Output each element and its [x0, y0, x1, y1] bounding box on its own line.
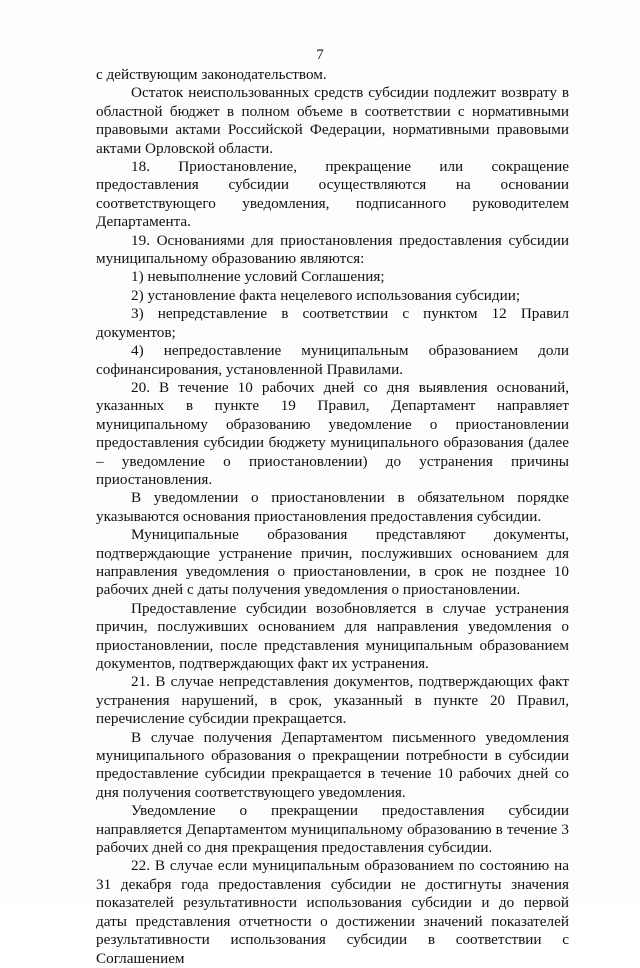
paragraph: В уведомлении о приостановлении в обязательном порядке указываются основания приостановления предоставления субсидии.: [96, 489, 569, 525]
paragraph: Муниципальные образования представляют документы, подтверждающие устранение причин, послуживших основанием для направления уведомления о приостановлении, в срок не позднее 10 рабочих дней с даты получения уведомления о приостановлении.: [96, 526, 569, 599]
list-item: 4) непредоставление муниципальным образованием доли софинансирования, установленной Правилами.: [96, 342, 569, 378]
paragraph: В случае получения Департаментом письменного уведомления муниципального образования о прекращении потребности в субсидии предоставление субсидии прекращается в течение 10 рабочих дней со дня получения соответствующего уведомления.: [96, 728, 569, 801]
list-item: 2) установление факта нецелевого использования субсидии;: [131, 286, 521, 304]
paragraph: 22. В случае если муниципальным образованием по состоянию на 31 декабря года предоставления субсидии не достигнуты значения показателей результативности использования субсидии и до первой даты представления отчетности о достижении значений показателей результативности использования субсидии в соответствии с Соглашением: [96, 857, 569, 967]
paragraph: 18. Приостановление, прекращение или сокращение предоставления субсидии осуществляются на основании соответствующего уведомления, подписанного руководителем Департамента.: [96, 158, 569, 231]
paragraph: 21. В случае непредставления документов, подтверждающих факт устранения нарушений, в срок, указанный в пункте 20 Правил, перечисление субсидии прекращается.: [96, 673, 569, 728]
paragraph: 19. Основаниями для приостановления предоставления субсидии муниципальному образованию являются:: [96, 231, 569, 268]
list-item: 3) непредставление в соответствии с пунктом 12 Правил документов;: [96, 305, 569, 341]
document-body: [96, 66, 569, 968]
paragraph: с действующим законодательством.: [96, 66, 327, 83]
list-item: 1) невыполнение условий Соглашения;: [131, 268, 385, 286]
paragraph: Уведомление о прекращении предоставления субсидии направляется Департаментом муниципальному образованию в течение 3 рабочих дней со дня прекращения предоставления субсидии.: [96, 802, 569, 857]
paragraph: 20. В течение 10 рабочих дней со дня выявления оснований, указанных в пункте 19 Правил, Департамент направляет муниципальному образованию уведомление о приостановлении предоставления субсидии бюджету муниципального образования (далее – уведомление о приостановлении) до устранения причины приостановления.: [96, 378, 569, 488]
paragraph: Остаток неиспользованных средств субсидии подлежит возврату в областной бюджет в полном объеме в соответствии с нормативными правовыми актами Российской Федерации, нормативными правовыми актами Орловской области.: [96, 84, 569, 157]
paragraph: Предоставление субсидии возобновляется в случае устранения причин, послуживших основанием для направления уведомления о приостановлении, после представления муниципальным образованием документов, подтверждающих факт их устранения.: [96, 599, 569, 672]
page-number: 7: [316, 47, 324, 63]
